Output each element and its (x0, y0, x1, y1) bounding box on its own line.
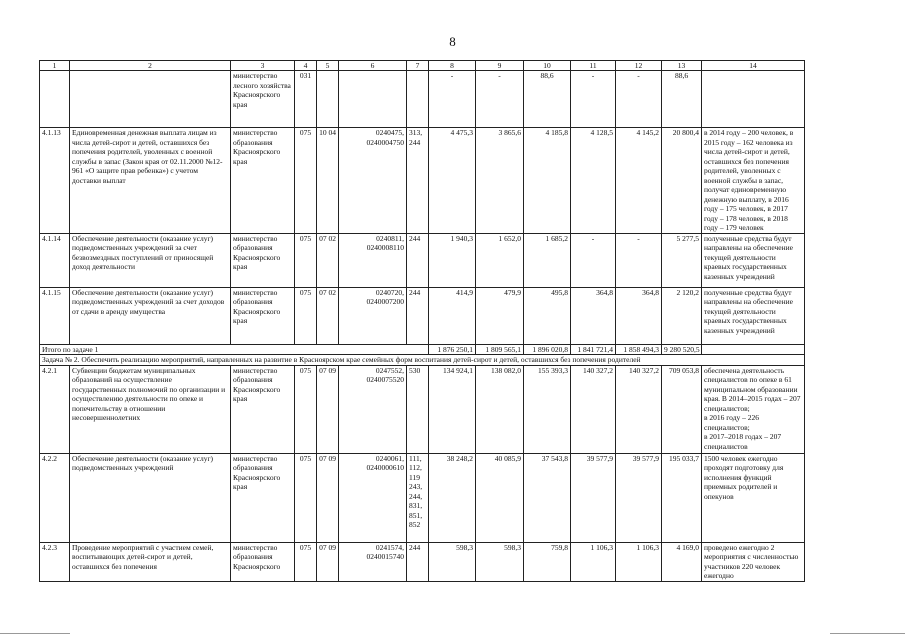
column-header: 7 (407, 61, 429, 71)
value-cell: 134 924,1 (429, 365, 476, 453)
grbs-cell: 075 (295, 287, 317, 344)
result-cell: в 2014 году – 200 человек, в 2015 году – 162 человека из числа детей-сирот и детей, оставшихся без попечения родителей, уволенных с военной службы в запас, получат единовременную денежную выплату, в 2016 году – 175 человек, в 2017 году – 178 человек, в 2018 году – 179 человек (702, 128, 805, 234)
result-cell: проведено ежегодно 2 мероприятия с численностью участников 220 человек ежегодно (702, 542, 805, 581)
item-name: Обеспечение деятельности (оказание услуг) подведомственных учреждений за счет доходов от сдачи в аренду имущества (70, 287, 231, 344)
value-cell: - (616, 233, 662, 287)
item-number: 4.2.1 (40, 365, 70, 453)
item-name: Проведение мероприятий с участием семей, воспитывающих детей-сирот и детей, оставшихся без попечения (70, 542, 231, 581)
value-cell: 88,6 (524, 71, 571, 128)
value-cell: 495,8 (524, 287, 571, 344)
value-cell: 759,8 (524, 542, 571, 581)
total-cell: 195 033,7 (662, 453, 702, 542)
executor-cell: министерство образования Красноярского края (231, 233, 295, 287)
column-number-row (40, 61, 805, 71)
scan-mark (830, 633, 905, 634)
subtotal-value: 1 896 020,8 (524, 344, 571, 355)
item-number: 4.2.3 (40, 542, 70, 581)
total-cell: 88,6 (662, 71, 702, 128)
value-cell: 140 327,2 (616, 365, 662, 453)
item-name: Субвенции бюджетам муниципальных образований на осуществление государственных полномочий по организации и осуществлению деятельности по опеке и попечительству в отношении несовершеннолетних (70, 365, 231, 453)
item-name: Единовременная денежная выплата лицам из числа детей-сирот и детей, оставшихся без попечения родителей, уволенных с военной службы в запас (Закон края от 02.11.2000 №12-961 «О защите прав ребенка») с учетом доставки выплат (70, 128, 231, 234)
scan-mark (0, 633, 70, 634)
section-cell: 07 02 (317, 287, 339, 344)
csr-cell: 0247552, 0240075520 (339, 365, 407, 453)
csr-cell: 0240061, 0240000610 (339, 453, 407, 542)
item-number: 4.2.2 (40, 453, 70, 542)
column-header: 13 (662, 61, 702, 71)
subtotal-row (40, 344, 805, 355)
grbs-cell: 075 (295, 453, 317, 542)
total-cell: 2 120,2 (662, 287, 702, 344)
section-cell: 10 04 (317, 128, 339, 234)
column-header: 12 (616, 61, 662, 71)
item-number: 4.1.13 (40, 128, 70, 234)
vr-cell: 530 (407, 365, 429, 453)
value-cell: 4 475,3 (429, 128, 476, 234)
item-name: Обеспечение деятельности (оказание услуг) подведомственных учреждений за счет безвозмездных поступлений от приносящей доход деятельности (70, 233, 231, 287)
value-cell: 364,8 (571, 287, 616, 344)
subtotal-value: 1 841 721,4 (571, 344, 616, 355)
table-row (40, 233, 805, 287)
item-number: 4.1.15 (40, 287, 70, 344)
result-cell: полученные средства будут направлены на обеспечение текущей деятельности краевых государственных казенных учреждений (702, 287, 805, 344)
column-header: 11 (571, 61, 616, 71)
value-cell: 40 085,9 (476, 453, 524, 542)
value-cell: 414,9 (429, 287, 476, 344)
executor-cell: министерство лесного хозяйства Красноярского края (231, 71, 295, 128)
section-cell: 07 09 (317, 453, 339, 542)
value-cell: - (571, 71, 616, 128)
table-row (40, 128, 805, 234)
column-header: 2 (70, 61, 231, 71)
value-cell: 140 327,2 (571, 365, 616, 453)
total-cell: 709 053,8 (662, 365, 702, 453)
csr-cell: 0241574, 0240015740 (339, 542, 407, 581)
value-cell: 39 577,9 (571, 453, 616, 542)
result-cell: полученные средства будут направлены на обеспечение текущей деятельности краевых государственных казенных учреждений (702, 233, 805, 287)
csr-cell: 0240475, 0240004750 (339, 128, 407, 234)
value-cell: - (429, 71, 476, 128)
column-header: 8 (429, 61, 476, 71)
value-cell: 4 128,5 (571, 128, 616, 234)
value-cell: - (616, 71, 662, 128)
executor-cell: министерство образования Красноярского края (231, 453, 295, 542)
value-cell: - (571, 233, 616, 287)
column-header: 3 (231, 61, 295, 71)
table-row (40, 287, 805, 344)
value-cell: 1 940,3 (429, 233, 476, 287)
executor-cell: министерство образования Красноярского (231, 542, 295, 581)
item-name: Обеспечение деятельности (оказание услуг) подведомственных учреждений (70, 453, 231, 542)
column-header: 1 (40, 61, 70, 71)
value-cell: 38 248,2 (429, 453, 476, 542)
subtotal-value: 1 876 250,1 (429, 344, 476, 355)
result-cell: 1500 человек ежегодно проходят подготовку для исполнения функций приемных родителей и опекунов (702, 453, 805, 542)
value-cell: 4 145,2 (616, 128, 662, 234)
value-cell: 4 185,8 (524, 128, 571, 234)
section-cell: 07 02 (317, 233, 339, 287)
value-cell: 39 577,9 (616, 453, 662, 542)
vr-cell: 244 (407, 287, 429, 344)
value-cell: 1 685,2 (524, 233, 571, 287)
total-cell: 4 169,0 (662, 542, 702, 581)
value-cell: 138 082,0 (476, 365, 524, 453)
value-cell: 37 543,8 (524, 453, 571, 542)
column-header: 6 (339, 61, 407, 71)
table-row (40, 453, 805, 542)
value-cell: 1 106,3 (571, 542, 616, 581)
vr-cell: 313, 244 (407, 128, 429, 234)
grbs-cell: 075 (295, 542, 317, 581)
executor-cell: министерство образования Красноярского края (231, 128, 295, 234)
value-cell: 364,8 (616, 287, 662, 344)
value-cell: - (476, 71, 524, 128)
grbs-cell: 075 (295, 365, 317, 453)
value-cell: 598,3 (429, 542, 476, 581)
csr-cell: 0240811, 0240008110 (339, 233, 407, 287)
grbs-cell: 075 (295, 128, 317, 234)
csr-cell: 0240720, 0240007200 (339, 287, 407, 344)
column-header: 9 (476, 61, 524, 71)
item-number: 4.1.14 (40, 233, 70, 287)
column-header: 10 (524, 61, 571, 71)
section-cell: 07 09 (317, 365, 339, 453)
value-cell: 155 393,3 (524, 365, 571, 453)
total-cell: 5 277,5 (662, 233, 702, 287)
task-heading-row (40, 355, 805, 366)
value-cell: 1 106,3 (616, 542, 662, 581)
vr-cell: 244 (407, 233, 429, 287)
column-header: 4 (295, 61, 317, 71)
scan-edge-marks (0, 628, 905, 640)
grbs-cell: 031 (295, 71, 317, 128)
program-table (39, 60, 805, 582)
table-row (40, 542, 805, 581)
table-row (40, 71, 805, 128)
task-heading: Задача № 2. Обеспечить реализацию мероприятий, направленных на развитие в Красноярском крае семейных форм воспитания детей-сирот и детей, оставшихся без попечения родителей (40, 355, 805, 366)
total-cell: 20 800,4 (662, 128, 702, 234)
result-cell: обеспечена деятельность специалистов по опеке в 61 муниципальном образовании края. В 2014–2015 годах – 207 специалистов; в 2016 году – 226 специалистов; в 2017–2018 годах – 207 специалистов (702, 365, 805, 453)
subtotal-value: 1 858 494,3 (616, 344, 662, 355)
value-cell: 598,3 (476, 542, 524, 581)
subtotal-value: 1 809 565,1 (476, 344, 524, 355)
subtotal-label: Итого по задаче 1 (40, 344, 429, 355)
vr-cell: 111, 112, 119 243, 244, 831, 851, 852 (407, 453, 429, 542)
subtotal-value: 9 280 520,5 (662, 344, 702, 355)
vr-cell: 244 (407, 542, 429, 581)
page-number: 8 (449, 34, 456, 49)
value-cell: 479,9 (476, 287, 524, 344)
executor-cell: министерство образования Красноярского края (231, 287, 295, 344)
column-header: 5 (317, 61, 339, 71)
executor-cell: министерство образования Красноярского края (231, 365, 295, 453)
section-cell: 07 09 (317, 542, 339, 581)
column-header: 14 (702, 61, 805, 71)
grbs-cell: 075 (295, 233, 317, 287)
value-cell: 1 652,0 (476, 233, 524, 287)
value-cell: 3 865,6 (476, 128, 524, 234)
table-row (40, 365, 805, 453)
